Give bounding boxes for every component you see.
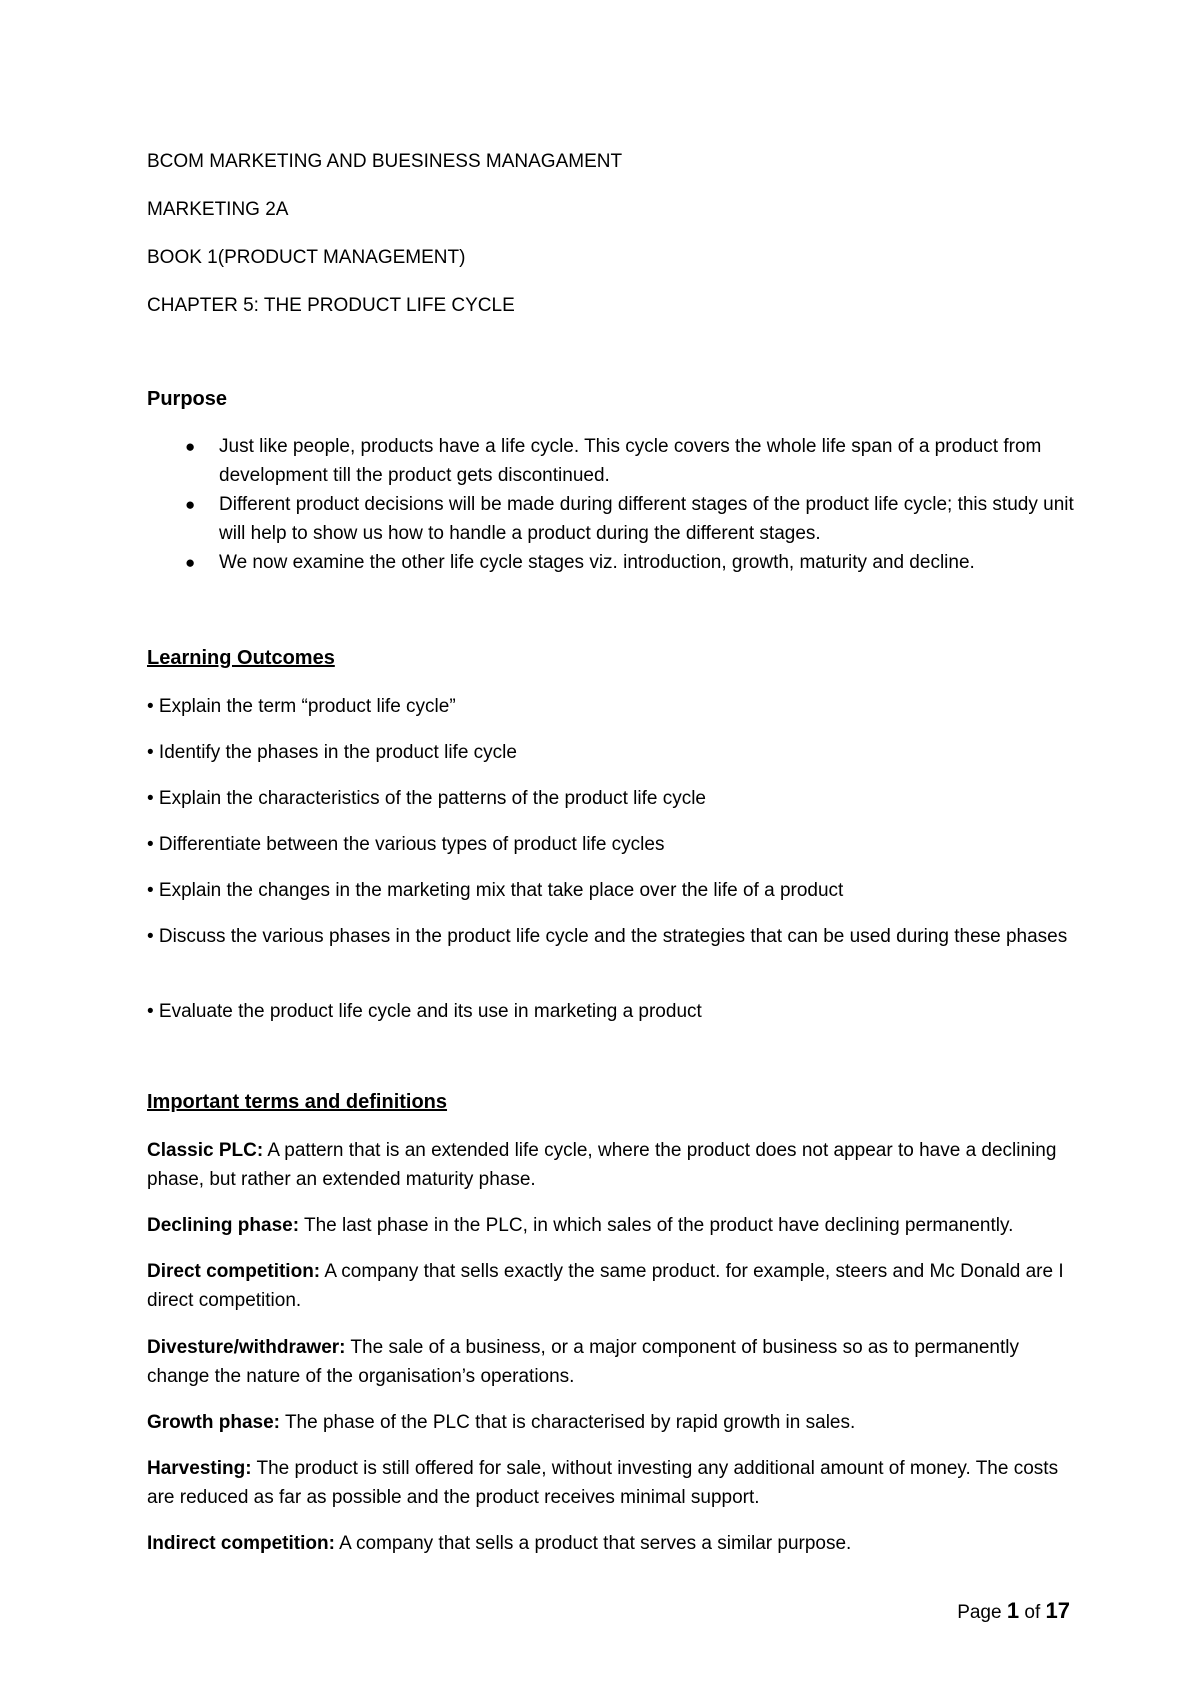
chapter-title: CHAPTER 5: THE PRODUCT LIFE CYCLE [147,295,515,316]
outcome-item: • Differentiate between the various types of product life cycles [147,834,665,855]
term-definition: The sale of a business, or a major component of business so as to permanently change the nature of the organisation’s operations. [147,1337,1019,1387]
term-definition: A pattern that is an extended life cycle, where the product does not appear to have a declining phase, but rather an extended maturity phase. [147,1140,1057,1190]
term-definition: The phase of the PLC that is characterised by rapid growth in sales. [280,1412,856,1433]
purpose-heading: Purpose [147,388,228,410]
purpose-bullet [147,548,1077,577]
bullet-icon: ● [185,553,196,572]
term-name: Direct competition: [147,1261,321,1282]
outcome-item: • Explain the changes in the marketing mix that take place over the life of a product [147,880,844,901]
purpose-bullet [147,490,1077,548]
term-definition: The product is still offered for sale, without investing any additional amount of money. The costs are reduced as far as possible and the product receives minimal support. [147,1458,1059,1508]
term-name: Divesture/withdrawer: [147,1337,346,1358]
book-title: BOOK 1(PRODUCT MANAGEMENT) [147,247,466,268]
term-entry [147,1529,1077,1558]
term-definition: The last phase in the PLC, in which sales of the product have declining permanently. [299,1215,1014,1236]
of-label: of [1024,1602,1041,1623]
term-entry [147,1454,1077,1512]
outcome-item: • Evaluate the product life cycle and its use in marketing a product [147,1001,702,1022]
term-entry [147,1408,1077,1437]
purpose-bullet-text: We now examine the other life cycle stages viz. introduction, growth, maturity and decline. [219,552,975,573]
outcome-item: • Explain the characteristics of the patterns of the product life cycle [147,788,706,809]
outcome-item: • Discuss the various phases in the product life cycle and the strategies that can be used during these phases [147,926,1068,947]
bullet-icon: ● [185,437,196,456]
term-entry [147,1211,1077,1240]
term-entry [147,1136,1077,1194]
purpose-list [147,432,1077,577]
term-name: Harvesting: [147,1458,252,1479]
term-entry [147,1333,1077,1391]
page-number: 1 [1006,1598,1020,1623]
purpose-bullet-text: Different product decisions will be made during different stages of the product life cycle; this study unit will help to show us how to handle a product during the different stages. [219,494,1074,544]
program-title: BCOM MARKETING AND BUESINESS MANAGAMENT [147,151,623,172]
purpose-bullet [147,432,1077,490]
term-definition: A company that sells a product that serves a similar purpose. [334,1533,852,1554]
outcome-item: • Identify the phases in the product life cycle [147,742,517,763]
term-name: Classic PLC: [147,1140,264,1161]
learning-outcomes-heading: Learning Outcomes [147,647,335,669]
total-pages: 17 [1045,1598,1070,1623]
outcome-item: • Explain the term “product life cycle” [147,696,456,717]
term-name: Growth phase: [147,1412,281,1433]
module-title: MARKETING 2A [147,199,289,220]
page-footer [957,1598,1070,1624]
page-label: Page [957,1602,1002,1623]
term-name: Indirect competition: [147,1533,335,1554]
term-entry [147,1257,1077,1315]
term-name: Declining phase: [147,1215,300,1236]
terms-heading: Important terms and definitions [147,1091,448,1113]
bullet-icon: ● [185,495,196,514]
purpose-bullet-text: Just like people, products have a life cycle. This cycle covers the whole life span of a product from development till the product gets discontinued. [219,436,1042,486]
term-definition: A company that sells exactly the same product. for example, steers and Mc Donald are I direct competition. [147,1261,1064,1311]
